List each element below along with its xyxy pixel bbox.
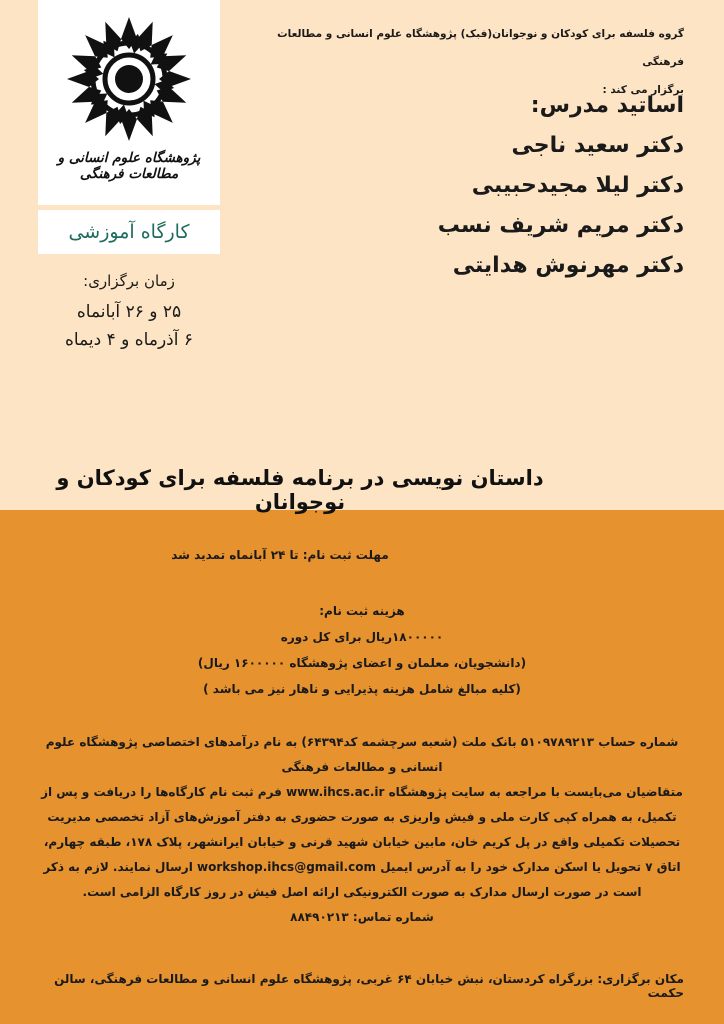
schedule-line-1: ۲۵ و ۲۶ آبانماه <box>76 302 182 322</box>
institute-emblem-icon <box>64 14 194 144</box>
info-line: است در صورت ارسال مدارک به صورت الکترونیکی ارائه اصل فیش در روز کارگاه الزامی است. <box>82 885 642 899</box>
org-line: گروه فلسفه برای کودکان و نوجوانان(فبک) پژوهشگاه علوم انسانی و مطالعات فرهنگی <box>277 28 684 68</box>
info-line: تحصیلات تکمیلی واقع در پل کریم خان، مابین خیابان شهید قرنی و خیابان ایرانشهر، پلاک ۱۷۸، طبقه چهارم، <box>43 835 681 849</box>
fee-section <box>40 598 684 702</box>
info-line: اتاق ۷ تحویل یا اسکن مدارک خود را به آدرس ایمیل workshop.ihcs@gmail.com ارسال نمایند. لازم به ذکر <box>43 860 681 874</box>
main-title: داستان نویسی در برنامه فلسفه برای کودکان و نوجوانان <box>56 466 544 514</box>
venue: مکان برگزاری: بزرگراه کردستان، نبش خیابان ۶۴ غربی، پژوهشگاه علوم انسانی و مطالعات فرهنگی، سالن حکمت <box>54 972 684 1000</box>
info-line: شماره حساب ۵۱۰۹۷۸۹۲۱۳ بانک ملت (شعبه سرچشمه کد۶۴۳۹۴) به نام درآمدهای اختصاصی پژوهشگاه علوم <box>45 735 679 749</box>
workshop-label: کارگاه آموزشی <box>38 210 220 254</box>
fee-line: (کلیه مبالغ شامل هزینه پذیرایی و ناهار نیز می باشد ) <box>203 682 521 696</box>
instructor-name: دکتر مریم شریف نسب <box>437 213 684 238</box>
logo-box <box>38 0 220 205</box>
instructor-name: دکتر لیلا مجیدحبیبی <box>471 173 684 198</box>
instructors <box>354 86 684 286</box>
info-line: تکمیل، به همراه کپی کارت ملی و فیش واریزی به صورت حضوری به دفتر آموزش‌های آزاد تخصصی مدیریت <box>47 810 677 824</box>
schedule-label: زمان برگزاری: <box>83 272 175 290</box>
fee-title: هزینه ثبت نام: <box>319 604 405 618</box>
info-line: انسانی و مطالعات فرهنگی <box>281 760 443 774</box>
instructor-name: دکتر سعید ناجی <box>511 133 684 158</box>
schedule-line-2: ۶ آذرماه و ۴ دیماه <box>64 330 194 350</box>
info-line: متقاضیان می‌بایست با مراجعه به سایت پژوهشگاه www.ihcs.ac.ir فرم ثبت نام کارگاه‌ها را دریافت و پس از <box>41 785 683 799</box>
logo-text: پژوهشگاه علوم انسانی و مطالعات فرهنگی <box>57 150 201 182</box>
hosts-line: برگزار می کند : <box>602 84 684 96</box>
schedule <box>38 272 220 354</box>
fee-line: (دانشجویان، معلمان و اعضای پژوهشگاه ۱۶۰۰۰۰۰ ریال) <box>197 656 527 670</box>
fee-line: ۱۸۰۰۰۰۰ریال برای کل دوره <box>280 630 444 644</box>
contact-phone: شماره تماس: ۸۸۴۹۰۲۱۳ <box>290 910 434 924</box>
deadline: مهلت ثبت نام: تا ۲۴ آبانماه تمدید شد <box>171 548 389 562</box>
instructors-title: اساتید مدرس: <box>530 93 684 118</box>
registration-info <box>40 730 684 930</box>
instructor-name: دکتر مهرنوش هدایتی <box>452 253 684 278</box>
